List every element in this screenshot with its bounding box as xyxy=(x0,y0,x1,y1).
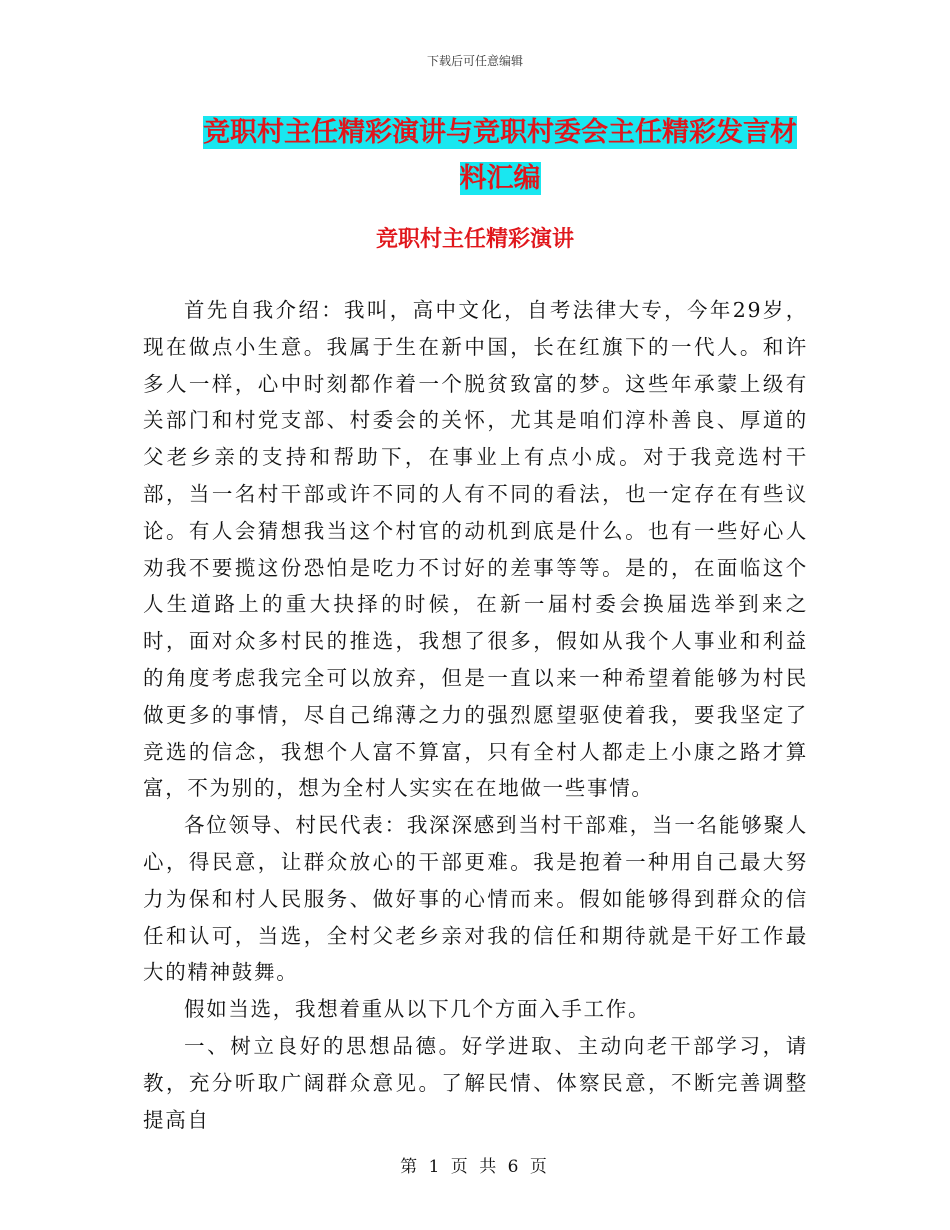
page-number: 第 1 页 共 6 页 xyxy=(400,1157,550,1177)
document-body xyxy=(143,292,808,1138)
document-title xyxy=(190,110,810,202)
document-title-text: 竞职村主任精彩演讲与竞职村委会主任精彩发言材料汇编 xyxy=(203,117,797,194)
body-paragraph: 各位领导、村民代表：我深深感到当村干部难，当一名能够聚人心，得民意，让群众放心的干部更难。我是抱着一种用自己最大努力为保和村人民服务、做好事的心情而来。假如能够得到群众的信任和认可，当选，全村父老乡亲对我的信任和期待就是干好工作最大的精神鼓舞。 xyxy=(143,813,808,985)
body-paragraph: 首先自我介绍：我叫，高中文化，自考法律大专，今年29岁，现在做点小生意。我属于生在新中国，长在红旗下的一代人。和许多人一样，心中时刻都作着一个脱贫致富的梦。这些年承蒙上级有关部门和村党支部、村委会的关怀，尤其是咱们淳朴善良、厚道的父老乡亲的支持和帮助下，在事业上有点小成。对于我竞选村干部，当一名村干部或许不同的人有不同的看法，也一定存在有些议论。有人会猜想我当这个村官的动机到底是什么。也有一些好心人劝我不要揽这份恐怕是吃力不讨好的差事等等。是的，在面临这个人生道路上的重大抉择的时候，在新一届村委会换届选举到来之时，面对众多村民的推选，我想了很多，假如从我个人事业和利益的角度考虑我完全可以放弃，但是一直以来一种希望着能够为村民做更多的事情，尽自己绵薄之力的强烈愿望驱使着我，要我坚定了竞选的信念，我想个人富不算富，只有全村人都走上小康之路才算富，不为别的，想为全村人实实在在地做一些事情。 xyxy=(143,298,808,801)
header-note: 下载后可任意编辑 xyxy=(426,54,523,68)
section-title: 竞职村主任精彩演讲 xyxy=(375,227,574,252)
body-paragraph: 假如当选，我想着重从以下几个方面入手工作。 xyxy=(184,997,651,1022)
body-paragraph: 一、树立良好的思想品德。好学进取、主动向老干部学习，请教，充分听取广阔群众意见。了解民情、体察民意，不断完善调整提高自 xyxy=(143,1033,808,1132)
